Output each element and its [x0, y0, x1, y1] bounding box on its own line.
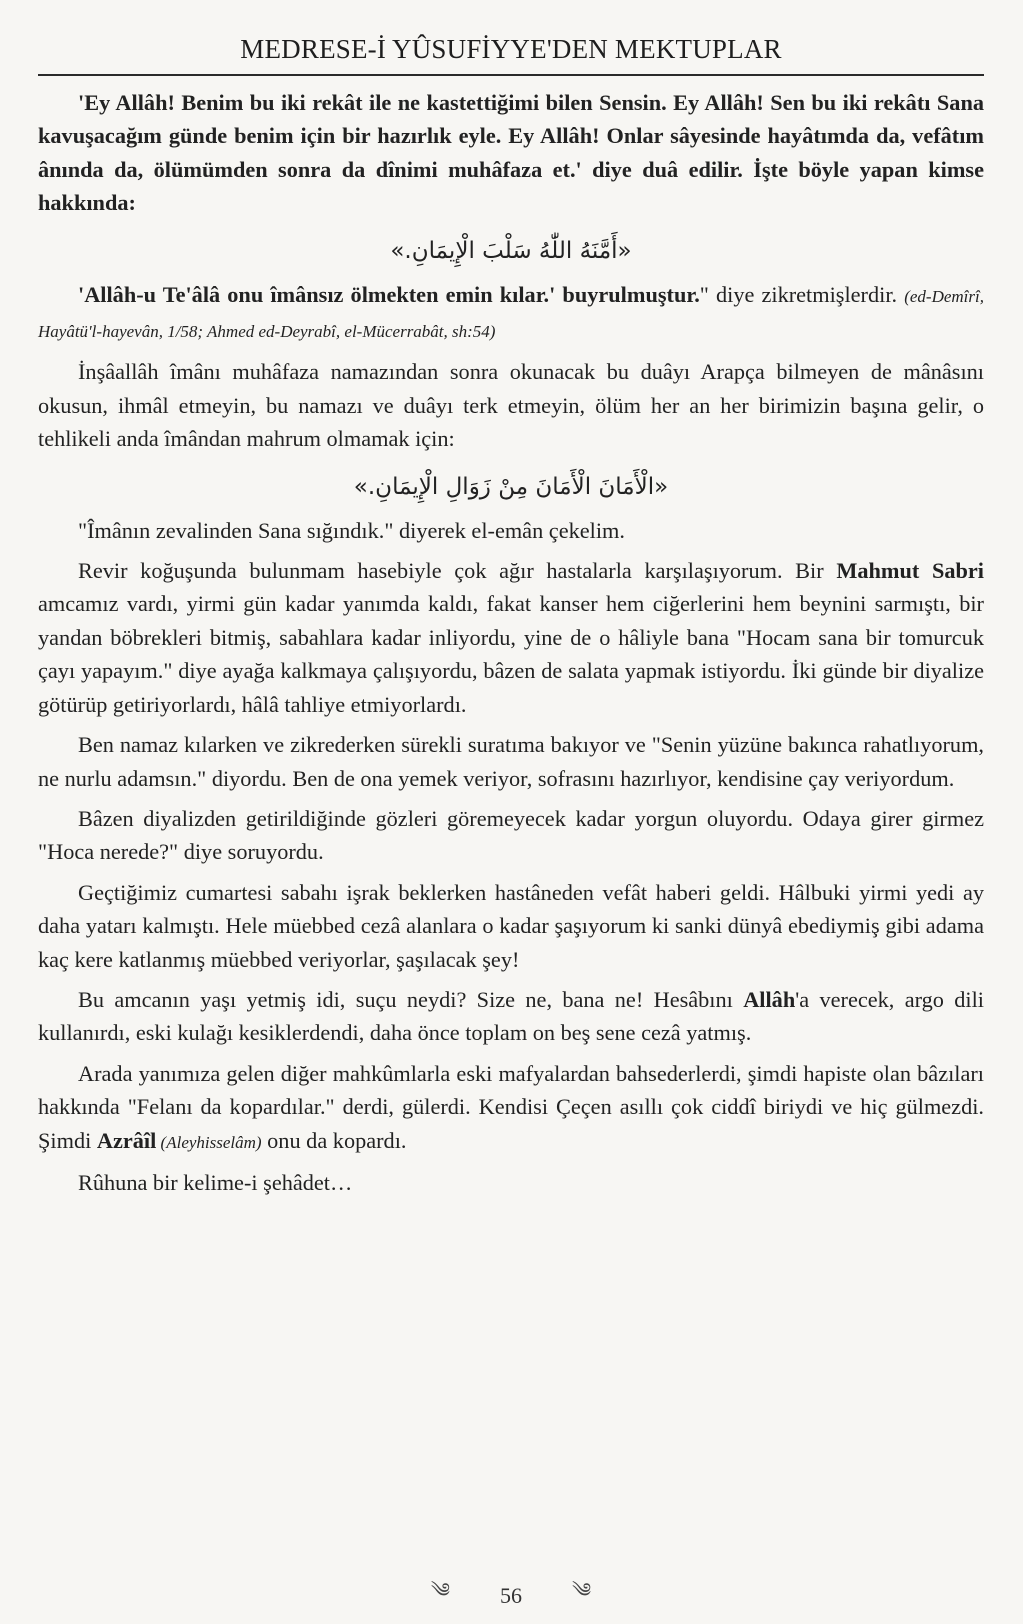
arabic-quote-1: «أَمَّنَهُ اللّٰهُ سَلْبَ الْإِيمَانِ.»	[390, 237, 632, 264]
paragraph-translation	[38, 278, 984, 349]
page-body	[38, 86, 984, 1199]
ornament-right-icon: ༄	[572, 1580, 592, 1602]
paragraph-mafya	[38, 1057, 984, 1159]
citation: (ed-Demîrî, Hayâtü'l-hayevân, 1/58; Ahmed ed-Deyrabî, el-Mücerrabât, sh:54)	[38, 286, 984, 342]
mafya-text-a: Arada yanımıza gelen diğer mahkûmlarla eski mafyalardan bahsederlerdi, şimdi hapiste olan bâzıları hakkında "Felanı da kopardılar." derdi, gülerdi. Kendisi Çeçen asıllı çok ciddî biriydi ve hiç gülmezdi. Şimdi	[38, 1060, 984, 1153]
mafya-text-b: onu da kopardı.	[261, 1127, 407, 1153]
revir-text-b: amcamız vardı, yirmi gün kadar yanımda kaldı, fakat kanser hem ciğerlerini hem beynini sarmıştı, bir yandan böbrekleri bitmiş, sabahlara kadar inliyordu, yine de o hâliyle bana "Hocam sana bir tomurcuk çayı yapayım." diye ayağa kalkmaya çalışıyordu, bâzen de salata yapmak istiyordu. İki günde bir diyalize götürüp getiriyorlardı, hâlâ tahliye etmiyorlardı.	[38, 591, 984, 717]
paragraph-diyaliz: Bâzen diyalizden getirildiğinde gözleri göremeyecek kadar yorgun oluyordu. Odaya girer girmez "Hoca nerede?" diye soruyordu.	[38, 805, 984, 865]
amca-text-b: 'a verecek, argo dili kullanırdı, eski kulağı kesiklerdendi, daha önce toplam on beş sene cezâ yatmış.	[38, 986, 984, 1046]
name-mahmut-sabri: Mahmut Sabri	[836, 558, 984, 584]
paragraph-dua: 'Ey Allâh! Benim bu iki rekât ile ne kastettiğimi bilen Sensin. Ey Allâh! Sen bu iki rekâtı Sana kavuşacağım günde benim için bir hazırlık eyle. Ey Allâh! Onlar sâyesinde hayâtımda da, vefâtım ânında da, ölümümden sonra da dînimi muhâfaza et.' diye duâ edilir. İşte böyle yapan kimse hakkında:	[38, 90, 984, 216]
revir-text-a: Revir koğuşunda bulunmam hasebiyle çok ağır hastalarla karşılaşıyorum. Bir	[78, 558, 837, 584]
paragraph-revir	[38, 554, 984, 721]
amca-text-a: Bu amcanın yaşı yetmiş idi, suçu neydi? Size ne, bana ne! Hesâbını	[78, 986, 744, 1012]
paragraph-insaallah: İnşâallâh îmânı muhâfaza namazından sonra okunacak bu duâyı Arapça bilmeyen de mânâsını okusun, ihmâl etmeyin, bu namazı ve duâyı terk etmeyin, ölüm her an her birimizin başına gelir, o tehlikeli anda îmândan mahrum olmamak için:	[38, 359, 984, 452]
allah-bold: Allâh	[743, 986, 796, 1012]
ornament-left-icon: ༄	[430, 1580, 450, 1602]
paragraph-eman: "Îmânın zevalinden Sana sığındık." diyerek el-emân çekelim.	[78, 517, 625, 543]
translation-bold: 'Allâh-u Te'âlâ onu îmânsız ölmekten emin kılar.' buyrulmuştur.	[78, 281, 700, 307]
paragraph-vefat: Geçtiğimiz cumartesi sabahı işrak beklerken hastâneden vefât haberi geldi. Hâlbuki yirmi yedi ay daha yatarı kalmıştı. Hele müebbed cezâ alanlara o kadar şaşıyorum ki sanki dünyâ ebediymiş gibi adama kaç kere katlanmış müebbed veriyorlar, şaşılacak şey!	[38, 879, 984, 972]
aleyhisselam: (Aleyhisselâm)	[156, 1132, 262, 1152]
paragraph-sehadet: Rûhuna bir kelime-i şehâdet…	[78, 1169, 353, 1195]
name-azrail: Azrâîl	[96, 1127, 157, 1153]
arabic-quote-2: «الْأَمَانَ الْأَمَانَ مِنْ زَوَالِ الْإِيمَانِ.»	[353, 473, 669, 500]
paragraph-amca	[38, 983, 984, 1050]
page	[38, 0, 984, 1608]
translation-rest: " diye zikretmişlerdir.	[699, 281, 898, 307]
header-rule	[38, 74, 984, 76]
running-header: MEDRESE-İ YÛSUFİYYE'DEN MEKTUPLAR	[240, 34, 782, 64]
page-footer	[38, 1568, 984, 1624]
page-number: 56	[500, 1583, 522, 1608]
paragraph-namaz: Ben namaz kılarken ve zikrederken sürekli suratıma bakıyor ve "Senin yüzüne bakınca rahatlıyorum, ne nurlu adamsın." diyordu. Ben de ona yemek veriyor, sofrasını hazırlıyor, kendisine çay veriyordum.	[38, 732, 984, 791]
